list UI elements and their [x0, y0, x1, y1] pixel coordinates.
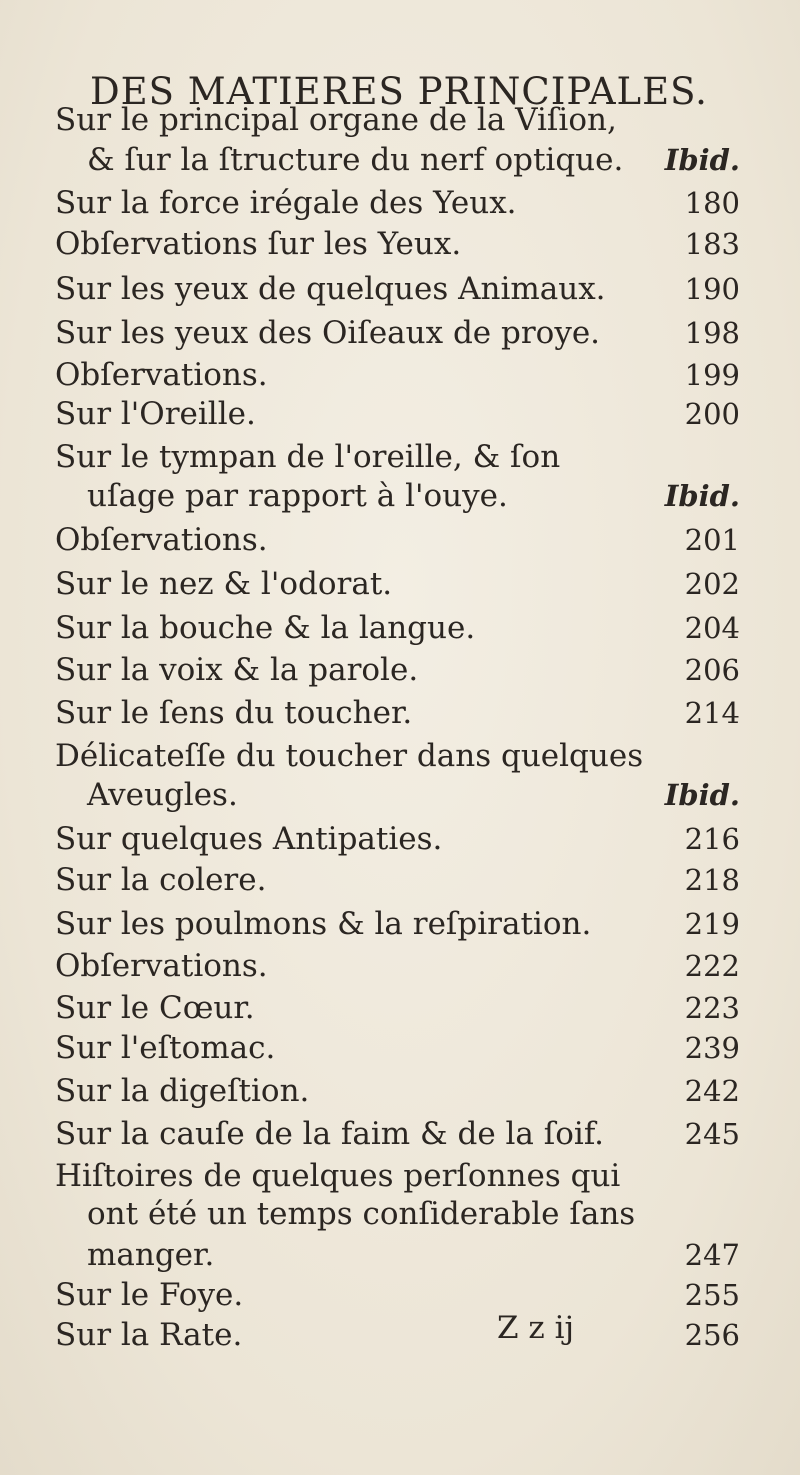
toc-entry-page: 222	[684, 949, 740, 983]
toc-entry-label: Sur la digeſtion.	[55, 1073, 310, 1109]
toc-entry-label: ont été un temps conſiderable ſans	[87, 1196, 636, 1232]
toc-entry-label: Sur la Rate.	[55, 1317, 243, 1353]
toc-entry-page: 219	[684, 907, 740, 941]
toc-entry-page: 245	[684, 1117, 740, 1151]
toc-entry-page: 202	[684, 567, 740, 601]
toc-entry-label: Aveugles.	[87, 777, 238, 813]
toc-entry-label: Sur le Cœur.	[55, 990, 255, 1026]
toc-entry-label: Obſervations.	[55, 948, 268, 984]
toc-entry	[55, 221, 755, 267]
toc-entry-page: 201	[684, 523, 740, 557]
toc-entry	[55, 561, 755, 607]
toc-entry-page: 218	[684, 863, 740, 897]
toc-entry	[55, 517, 755, 563]
toc-entry-label: Sur les yeux des Oiſeaux de proye.	[55, 315, 601, 351]
toc-entry-label: manger.	[87, 1237, 215, 1273]
toc-entry-page: Ibid.	[664, 143, 740, 177]
toc-entry-page: 199	[684, 358, 740, 392]
toc-entry	[55, 605, 755, 651]
toc-entry-label: Sur les poulmons & la reſpiration.	[55, 906, 592, 942]
toc-entry-page: 242	[684, 1074, 740, 1108]
toc-entry-label: Sur la force irégale des Yeux.	[55, 185, 517, 221]
toc-entry-page: 256	[684, 1318, 740, 1352]
toc-entry-label: Sur l'eſtomac.	[55, 1030, 276, 1066]
toc-entry-page: 206	[684, 653, 740, 687]
toc-entry-label: Sur l'Oreille.	[55, 396, 256, 432]
toc-entry-label: & ſur la ſtructure du nerf optique.	[87, 142, 624, 178]
toc-entry	[55, 772, 755, 818]
toc-entry	[55, 391, 755, 437]
toc-entry-page: 255	[684, 1278, 740, 1312]
toc-entry	[55, 266, 755, 312]
toc-entry	[55, 1111, 755, 1157]
running-head: DES MATIERES PRINCIPALES.	[90, 70, 708, 113]
toc-entry-page: 190	[684, 272, 740, 306]
toc-entry-label: Obſervations.	[55, 357, 268, 393]
toc-entry-page: 247	[684, 1238, 740, 1272]
toc-entry	[55, 180, 755, 226]
toc-entry	[55, 1068, 755, 1114]
toc-entry-page: 204	[684, 611, 740, 645]
toc-entry-page: 239	[684, 1031, 740, 1065]
toc-entry	[55, 1025, 755, 1071]
toc-entry-page: 200	[684, 397, 740, 431]
toc-entry-label: Sur le Foye.	[55, 1277, 244, 1313]
toc-entry-label: Sur quelques Antipaties.	[55, 821, 443, 857]
toc-entry-label: Sur la bouche & la langue.	[55, 610, 476, 646]
toc-entry	[55, 137, 755, 183]
toc-entry-label: Sur le tympan de l'oreille, & ſon	[55, 439, 561, 475]
toc-entry-label: Hiſtoires de quelques perſonnes qui	[55, 1158, 621, 1194]
toc-entry-label: Sur le ſens du toucher.	[55, 695, 413, 731]
toc-entry	[55, 310, 755, 356]
toc-entry	[55, 943, 755, 989]
toc-entry-page: 223	[684, 991, 740, 1025]
toc-entry-page: Ibid.	[664, 479, 740, 513]
toc-entry	[55, 816, 755, 862]
toc-entry	[55, 1312, 755, 1358]
toc-entry-label: Sur la cauſe de la faim & de la ſoif.	[55, 1116, 605, 1152]
toc-entry	[55, 1191, 755, 1237]
toc-entry	[55, 857, 755, 903]
toc-entry-page: 214	[684, 696, 740, 730]
toc-entry-label: Obſervations.	[55, 522, 268, 558]
toc-entry-label: Délicateſſe du toucher dans quelques	[55, 738, 644, 774]
toc-entry	[55, 647, 755, 693]
toc-entry-page: 198	[684, 316, 740, 350]
toc-entry-label: Sur le nez & l'odorat.	[55, 566, 393, 602]
signature-mark: Z z ij	[497, 1310, 575, 1346]
toc-entry-page: 180	[684, 186, 740, 220]
toc-entry-page: 216	[684, 822, 740, 856]
toc-entry-label: Sur la colere.	[55, 862, 267, 898]
toc-entry-page: Ibid.	[664, 778, 740, 812]
toc-entry-label: Obſervations ſur les Yeux.	[55, 226, 462, 262]
toc-entry	[55, 473, 755, 519]
toc-entry-label: uſage par rapport à l'ouye.	[87, 478, 508, 514]
toc-entry-label: Sur les yeux de quelques Animaux.	[55, 271, 606, 307]
toc-entry	[55, 901, 755, 947]
toc-entry-label: Sur le principal organe de la Viſion,	[55, 102, 617, 138]
toc-entry-page: 183	[684, 227, 740, 261]
toc-entry-label: Sur la voix & la parole.	[55, 652, 419, 688]
toc-entry	[55, 690, 755, 736]
